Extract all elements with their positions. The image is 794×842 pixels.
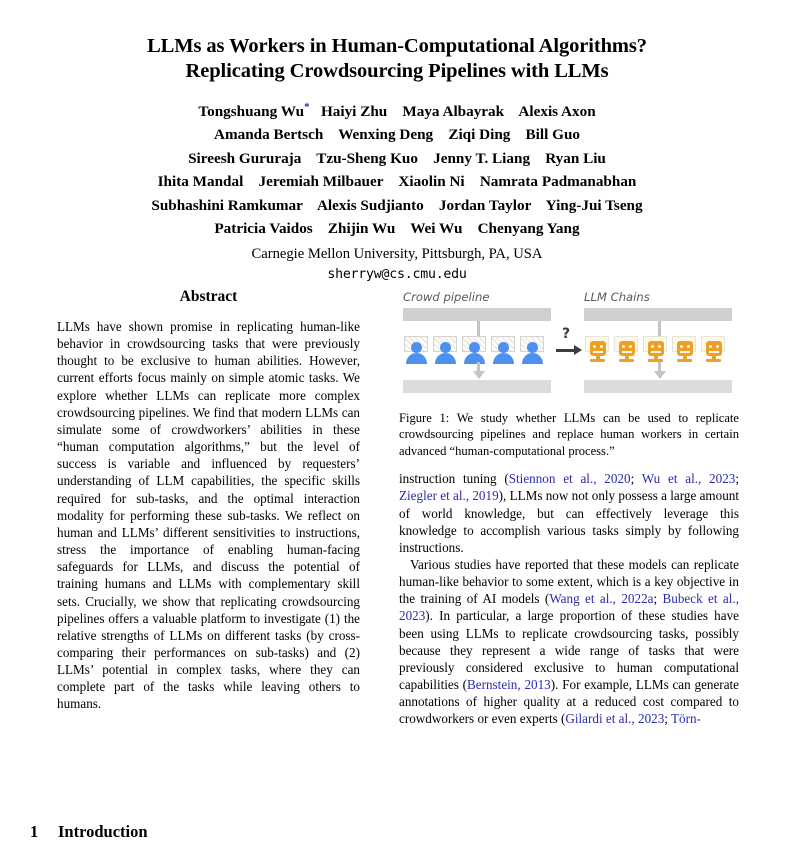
robot-eye-right — [658, 345, 661, 348]
abstract-text: LLMs have shown promise in replicating human-like behavior in crowdsourcing tasks that were previously thought to be exclusive to human abilities. However, current efforts focus mainly on simple atomic tasks. We explore whether LLMs can replicate more complex crowdsourcing pipelines. We find that modern LLMs can simulate some of crowdworkers’ abilities in these “human computation algorithms,” but the level of success is variable and influenced by requesters’ understanding of LLM capabilities, the specific skills required for sub-tasks, and the optimal interaction modality for performing these sub-tasks. We reflect on human and LLMs’ different sensitivities to instructions, stress the importance of enabling human-facing safeguards for LLMs, and discuss the potential of training humans and LLMs with complementary skill sets. Crucially, we show that replicating crowdsourcing pipelines offers a valuable platform to investigate (1) the relative strengths of LLMs on different tasks (by cross-comparing their performances on sub-tasks) and (2) LLMs’ potential in complex tasks, where they can complete part of the tasks while leaving others to humans. — [57, 319, 360, 712]
llm-robot-icon — [584, 335, 611, 367]
abstract-heading: Abstract — [179, 288, 238, 305]
author-line-3: Sireesh Gururaja Tzu-Sheng Kuo Jenny T. Liang Ryan Liu — [188, 149, 606, 167]
para1-sep2: ; — [735, 471, 739, 487]
section-introduction-heading — [30, 822, 148, 842]
title-block — [55, 34, 739, 285]
title-line-2: Replicating Crowdsourcing Pipelines with LLMs — [185, 60, 609, 82]
robot-mouth — [622, 351, 632, 353]
crowd-bottom-bar — [403, 380, 551, 393]
robot-mouth — [651, 351, 661, 353]
left-column — [57, 288, 360, 713]
llm-robot-icon — [700, 335, 727, 367]
affiliation: Carnegie Mellon University, Pittsburgh, PA, USA — [251, 245, 543, 262]
section-number: 1 — [30, 822, 39, 841]
person-body-icon — [464, 353, 485, 364]
llm-robot-icon — [642, 335, 669, 367]
para1-post: ), LLMs now not only possess a large amount of world knowledge, but can effectively leverage this knowledge to accomplish various tasks simply by following instructions. — [399, 488, 739, 555]
citation-stiennon[interactable]: Stiennon et al., 2020 — [508, 471, 631, 487]
crowd-worker-icon — [432, 335, 459, 367]
transition-arrow-head — [574, 345, 582, 355]
para2-t2: ). In particular, a large proportion of these studies have been using LLMs to replicate crowdsourcing tasks, possibly because they represent a wide range of tasks that were previously considered exclusive to human computational capabilities ( — [399, 608, 739, 693]
llm-arrow-out-head — [654, 371, 666, 379]
author-first: Tongshuang Wu — [198, 103, 305, 121]
person-body-icon — [435, 353, 456, 364]
llm-robot-icon — [613, 335, 640, 367]
robot-base — [677, 359, 692, 362]
author-line-2: Amanda Bertsch Wenxing Deng Ziqi Ding Bill Guo — [214, 126, 580, 144]
robot-eye-right — [687, 345, 690, 348]
question-mark-icon: ? — [562, 326, 571, 342]
crowd-worker-row — [403, 335, 546, 367]
person-head-icon — [498, 342, 509, 353]
author-list — [55, 96, 739, 241]
author-line-1-rest: Haiyi Zhu Maya Albayrak Alexis Axon — [309, 103, 596, 121]
robot-base — [706, 359, 721, 362]
section-title: Introduction — [58, 822, 148, 841]
robot-eye-right — [716, 345, 719, 348]
page-title — [55, 34, 739, 84]
body-paragraph-2 — [399, 556, 739, 728]
llm-robot-icon — [671, 335, 698, 367]
robot-eye-left — [622, 345, 625, 348]
robot-face-icon — [648, 341, 664, 356]
robot-eye-right — [600, 345, 603, 348]
author-line-1 — [55, 96, 739, 123]
robot-eye-right — [629, 345, 632, 348]
robot-eye-left — [680, 345, 683, 348]
citation-tornberg[interactable]: Törn- — [671, 711, 701, 727]
author-line-5: Subhashini Ramkumar Alexis Sudjianto Jordan Taylor Ying-Jui Tseng — [151, 196, 643, 214]
citation-wang[interactable]: Wang et al., 2022a — [549, 591, 654, 607]
body-paragraph-1 — [399, 470, 739, 556]
citation-wu[interactable]: Wu et al., 2023 — [641, 471, 736, 487]
robot-mouth — [709, 351, 719, 353]
para2-sep1: ; — [653, 591, 663, 607]
robot-face-icon — [677, 341, 693, 356]
robot-mouth — [680, 351, 690, 353]
robot-face-icon — [619, 341, 635, 356]
transition-arrow-shaft — [556, 349, 575, 352]
para2-t3: ). For example, LLMs can generate annotations of higher quality at a reduced cost compared to crowdworkers or even experts ( — [399, 677, 740, 727]
crowd-top-bar — [403, 308, 551, 321]
llm-chain-row — [584, 335, 727, 367]
citation-ziegler[interactable]: Ziegler et al., 2019 — [399, 488, 499, 504]
crowd-worker-icon — [519, 335, 546, 367]
title-line-1: LLMs as Workers in Human-Computational Algorithms? — [147, 35, 647, 57]
crowd-arrow-out-head — [473, 371, 485, 379]
person-head-icon — [469, 342, 480, 353]
person-head-icon — [440, 342, 451, 353]
footnote-marker: * — [304, 101, 310, 113]
llm-bottom-bar — [584, 380, 732, 393]
robot-base — [590, 359, 605, 362]
para1-pre: instruction tuning ( — [399, 471, 509, 487]
citation-gilardi[interactable]: Gilardi et al., 2023 — [565, 711, 665, 727]
crowd-worker-icon — [403, 335, 430, 367]
robot-face-icon — [590, 341, 606, 356]
llm-top-bar — [584, 308, 732, 321]
person-head-icon — [527, 342, 538, 353]
citation-bernstein[interactable]: Bernstein, 2013 — [467, 677, 551, 693]
person-body-icon — [406, 353, 427, 364]
crowd-worker-icon — [461, 335, 488, 367]
robot-eye-left — [709, 345, 712, 348]
contact-email[interactable]: sherryw@cs.cmu.edu — [327, 266, 467, 282]
robot-face-icon — [706, 341, 722, 356]
figure-caption: Figure 1: We study whether LLMs can be used to replicate crowdsourcing pipelines and replace human workers in certain advanced “human-computational process.” — [399, 411, 739, 458]
para2-t1: Various studies have reported that these models can replicate human-like behavior to some extent, which is a key objective in the training of AI models ( — [399, 557, 739, 607]
robot-eye-left — [593, 345, 596, 348]
robot-base — [619, 359, 634, 362]
llm-chains-label: LLM Chains — [584, 290, 650, 304]
person-head-icon — [411, 342, 422, 353]
figure-1-diagram — [399, 290, 739, 398]
para1-sep1: ; — [630, 471, 642, 487]
robot-mouth — [593, 351, 603, 353]
crowd-worker-icon — [490, 335, 517, 367]
person-body-icon — [493, 353, 514, 364]
author-line-4: Ihita Mandal Jeremiah Milbauer Xiaolin Ni Namrata Padmanabhan — [157, 173, 637, 191]
para2-sep2: ; — [664, 711, 671, 727]
citation-bubeck[interactable]: Bubeck et al., 2023 — [399, 591, 739, 624]
crowd-pipeline-label: Crowd pipeline — [403, 290, 490, 304]
person-body-icon — [522, 353, 543, 364]
author-line-6: Patricia Vaidos Zhijin Wu Wei Wu Chenyang Yang — [214, 220, 580, 238]
robot-eye-left — [651, 345, 654, 348]
